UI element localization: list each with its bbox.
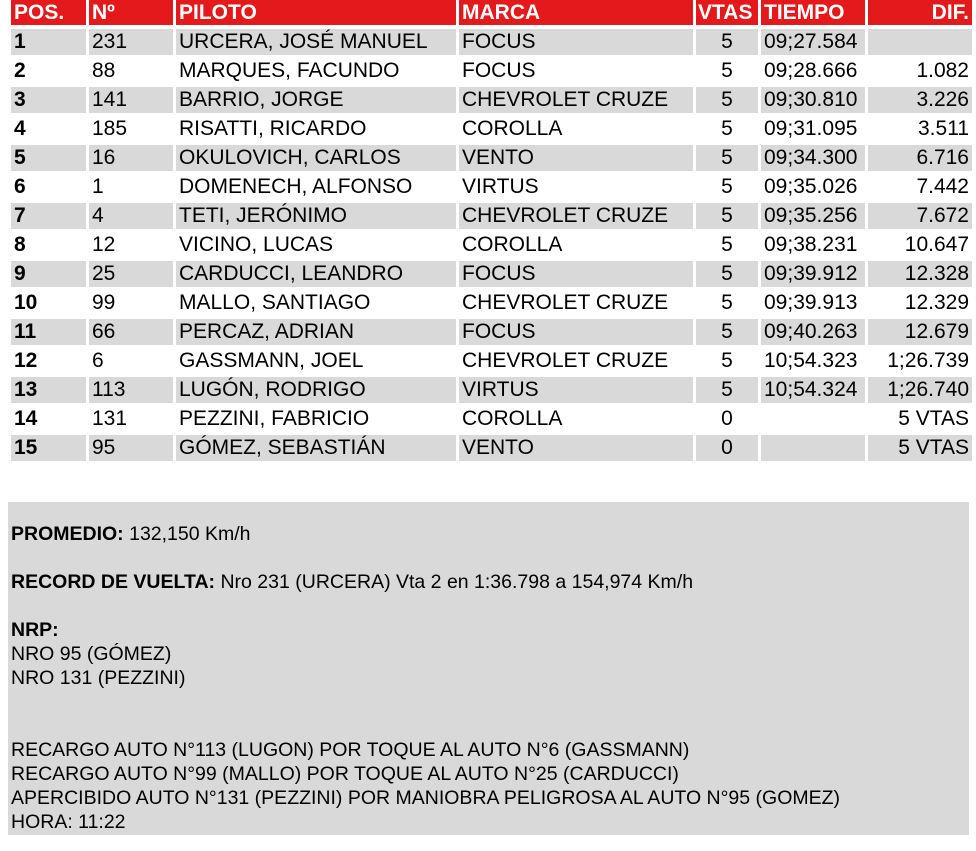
cell-number: 231 xyxy=(89,29,173,58)
cell-pos: 14 xyxy=(11,406,86,435)
table-row xyxy=(11,203,972,232)
cell-time xyxy=(761,406,865,435)
cell-brand: FOCUS xyxy=(459,261,693,290)
cell-number: 4 xyxy=(89,203,173,232)
cell-diff: 5 VTAS xyxy=(868,406,972,435)
penalty-line: APERCIBIDO AUTO N°131 (PEZZINI) POR MANIOBRA PELIGROSA AL AUTO N°95 (GOMEZ) xyxy=(11,787,841,809)
penalty-line: RECARGO AUTO N°99 (MALLO) POR TOQUE AL AUTO N°25 (CARDUCCI) xyxy=(11,763,679,785)
table-row xyxy=(11,116,972,145)
table-row xyxy=(11,261,972,290)
cell-diff: 12.328 xyxy=(868,261,972,290)
cell-pos: 13 xyxy=(11,377,86,406)
cell-pilot: RISATTI, RICARDO xyxy=(176,116,456,145)
table-header-row xyxy=(11,0,972,29)
cell-diff: 6.716 xyxy=(868,145,972,174)
cell-laps: 5 xyxy=(696,29,758,58)
cell-diff: 5 VTAS xyxy=(868,435,972,464)
header-number: Nº xyxy=(89,0,173,29)
cell-number: 6 xyxy=(89,348,173,377)
table-row xyxy=(11,377,972,406)
cell-number: 66 xyxy=(89,319,173,348)
cell-time: 09;27.584 xyxy=(761,29,865,58)
cell-laps: 0 xyxy=(696,435,758,464)
header-time: TIEMPO xyxy=(761,0,865,29)
cell-diff: 12.329 xyxy=(868,290,972,319)
cell-pilot: PEZZINI, FABRICIO xyxy=(176,406,456,435)
cell-pos: 3 xyxy=(11,87,86,116)
cell-pilot: TETI, JERÓNIMO xyxy=(176,203,456,232)
nrp-label: NRP: xyxy=(11,619,59,641)
table-row xyxy=(11,406,972,435)
cell-brand: COROLLA xyxy=(459,116,693,145)
header-pos: POS. xyxy=(11,0,86,29)
cell-brand: CHEVROLET CRUZE xyxy=(459,290,693,319)
cell-pilot: GÓMEZ, SEBASTIÁN xyxy=(176,435,456,464)
cell-number: 113 xyxy=(89,377,173,406)
nrp-item: NRO 95 (GÓMEZ) xyxy=(11,643,172,665)
cell-time: 09;34.300 xyxy=(761,145,865,174)
nrp-item: NRO 131 (PEZZINI) xyxy=(11,667,186,689)
average-speed-line xyxy=(11,522,969,546)
cell-time xyxy=(761,435,865,464)
cell-number: 1 xyxy=(89,174,173,203)
cell-pilot: BARRIO, JORGE xyxy=(176,87,456,116)
cell-pilot: VICINO, LUCAS xyxy=(176,232,456,261)
cell-time: 09;31.095 xyxy=(761,116,865,145)
cell-laps: 0 xyxy=(696,406,758,435)
results-table xyxy=(8,0,975,464)
cell-pos: 6 xyxy=(11,174,86,203)
cell-time: 09;39.913 xyxy=(761,290,865,319)
cell-pos: 12 xyxy=(11,348,86,377)
cell-diff xyxy=(868,29,972,58)
cell-brand: FOCUS xyxy=(459,319,693,348)
cell-pilot: LUGÓN, RODRIGO xyxy=(176,377,456,406)
cell-diff: 10.647 xyxy=(868,232,972,261)
cell-brand: CHEVROLET CRUZE xyxy=(459,87,693,116)
cell-pilot: CARDUCCI, LEANDRO xyxy=(176,261,456,290)
cell-laps: 5 xyxy=(696,145,758,174)
cell-time: 10;54.323 xyxy=(761,348,865,377)
cell-brand: FOCUS xyxy=(459,58,693,87)
cell-time: 09;35.026 xyxy=(761,174,865,203)
average-speed-label: PROMEDIO: xyxy=(11,523,124,545)
cell-brand: FOCUS xyxy=(459,29,693,58)
table-row xyxy=(11,145,972,174)
cell-pos: 9 xyxy=(11,261,86,290)
cell-pos: 7 xyxy=(11,203,86,232)
cell-laps: 5 xyxy=(696,116,758,145)
cell-number: 185 xyxy=(89,116,173,145)
cell-number: 12 xyxy=(89,232,173,261)
cell-number: 88 xyxy=(89,58,173,87)
time-line: HORA: 11:22 xyxy=(11,811,126,833)
nrp-label-line xyxy=(11,618,969,642)
cell-time: 10;54.324 xyxy=(761,377,865,406)
cell-time: 09;35.256 xyxy=(761,203,865,232)
cell-pilot: OKULOVICH, CARLOS xyxy=(176,145,456,174)
table-row xyxy=(11,232,972,261)
cell-time: 09;38.231 xyxy=(761,232,865,261)
cell-diff: 7.442 xyxy=(868,174,972,203)
cell-time: 09;30.810 xyxy=(761,87,865,116)
cell-number: 25 xyxy=(89,261,173,290)
table-row xyxy=(11,29,972,58)
cell-laps: 5 xyxy=(696,377,758,406)
cell-laps: 5 xyxy=(696,203,758,232)
cell-diff: 3.226 xyxy=(868,87,972,116)
cell-diff: 12.679 xyxy=(868,319,972,348)
cell-pilot: GASSMANN, JOEL xyxy=(176,348,456,377)
cell-number: 16 xyxy=(89,145,173,174)
table-row xyxy=(11,87,972,116)
cell-number: 141 xyxy=(89,87,173,116)
cell-diff: 1;26.739 xyxy=(868,348,972,377)
cell-laps: 5 xyxy=(696,58,758,87)
cell-brand: VIRTUS xyxy=(459,377,693,406)
cell-number: 95 xyxy=(89,435,173,464)
cell-number: 99 xyxy=(89,290,173,319)
cell-pilot: MARQUES, FACUNDO xyxy=(176,58,456,87)
cell-brand: VENTO xyxy=(459,435,693,464)
cell-laps: 5 xyxy=(696,290,758,319)
cell-diff: 3.511 xyxy=(868,116,972,145)
header-pilot: PILOTO xyxy=(176,0,456,29)
average-speed-value: 132,150 Km/h xyxy=(129,523,251,545)
table-row xyxy=(11,174,972,203)
cell-pilot: PERCAZ, ADRIAN xyxy=(176,319,456,348)
header-diff: DIF. xyxy=(868,0,972,29)
lap-record-label: RECORD DE VUELTA: xyxy=(11,571,216,593)
table-row xyxy=(11,58,972,87)
cell-laps: 5 xyxy=(696,348,758,377)
table-row xyxy=(11,319,972,348)
cell-laps: 5 xyxy=(696,232,758,261)
cell-pos: 11 xyxy=(11,319,86,348)
cell-pos: 5 xyxy=(11,145,86,174)
race-notes-panel xyxy=(8,502,969,835)
cell-time: 09;28.666 xyxy=(761,58,865,87)
cell-time: 09;40.263 xyxy=(761,319,865,348)
cell-pos: 1 xyxy=(11,29,86,58)
header-brand: MARCA xyxy=(459,0,693,29)
table-row xyxy=(11,348,972,377)
cell-diff: 1.082 xyxy=(868,58,972,87)
cell-time: 09;39.912 xyxy=(761,261,865,290)
cell-number: 131 xyxy=(89,406,173,435)
cell-pilot: MALLO, SANTIAGO xyxy=(176,290,456,319)
table-row xyxy=(11,290,972,319)
header-laps: VTAS xyxy=(696,0,758,29)
cell-laps: 5 xyxy=(696,319,758,348)
cell-diff: 1;26.740 xyxy=(868,377,972,406)
cell-pilot: DOMENECH, ALFONSO xyxy=(176,174,456,203)
cell-brand: COROLLA xyxy=(459,406,693,435)
cell-pos: 8 xyxy=(11,232,86,261)
cell-pos: 10 xyxy=(11,290,86,319)
cell-laps: 5 xyxy=(696,261,758,290)
cell-pos: 4 xyxy=(11,116,86,145)
penalty-line: RECARGO AUTO N°113 (LUGON) POR TOQUE AL AUTO N°6 (GASSMANN) xyxy=(11,739,690,761)
cell-diff: 7.672 xyxy=(868,203,972,232)
cell-brand: VIRTUS xyxy=(459,174,693,203)
cell-brand: CHEVROLET CRUZE xyxy=(459,348,693,377)
cell-brand: VENTO xyxy=(459,145,693,174)
cell-pilot: URCERA, JOSÉ MANUEL xyxy=(176,29,456,58)
cell-pos: 15 xyxy=(11,435,86,464)
cell-brand: COROLLA xyxy=(459,232,693,261)
cell-pos: 2 xyxy=(11,58,86,87)
cell-laps: 5 xyxy=(696,174,758,203)
cell-brand: CHEVROLET CRUZE xyxy=(459,203,693,232)
lap-record-value: Nro 231 (URCERA) Vta 2 en 1:36.798 a 154,974 Km/h xyxy=(220,571,694,593)
cell-laps: 5 xyxy=(696,87,758,116)
table-row xyxy=(11,435,972,464)
lap-record-line xyxy=(11,570,969,594)
